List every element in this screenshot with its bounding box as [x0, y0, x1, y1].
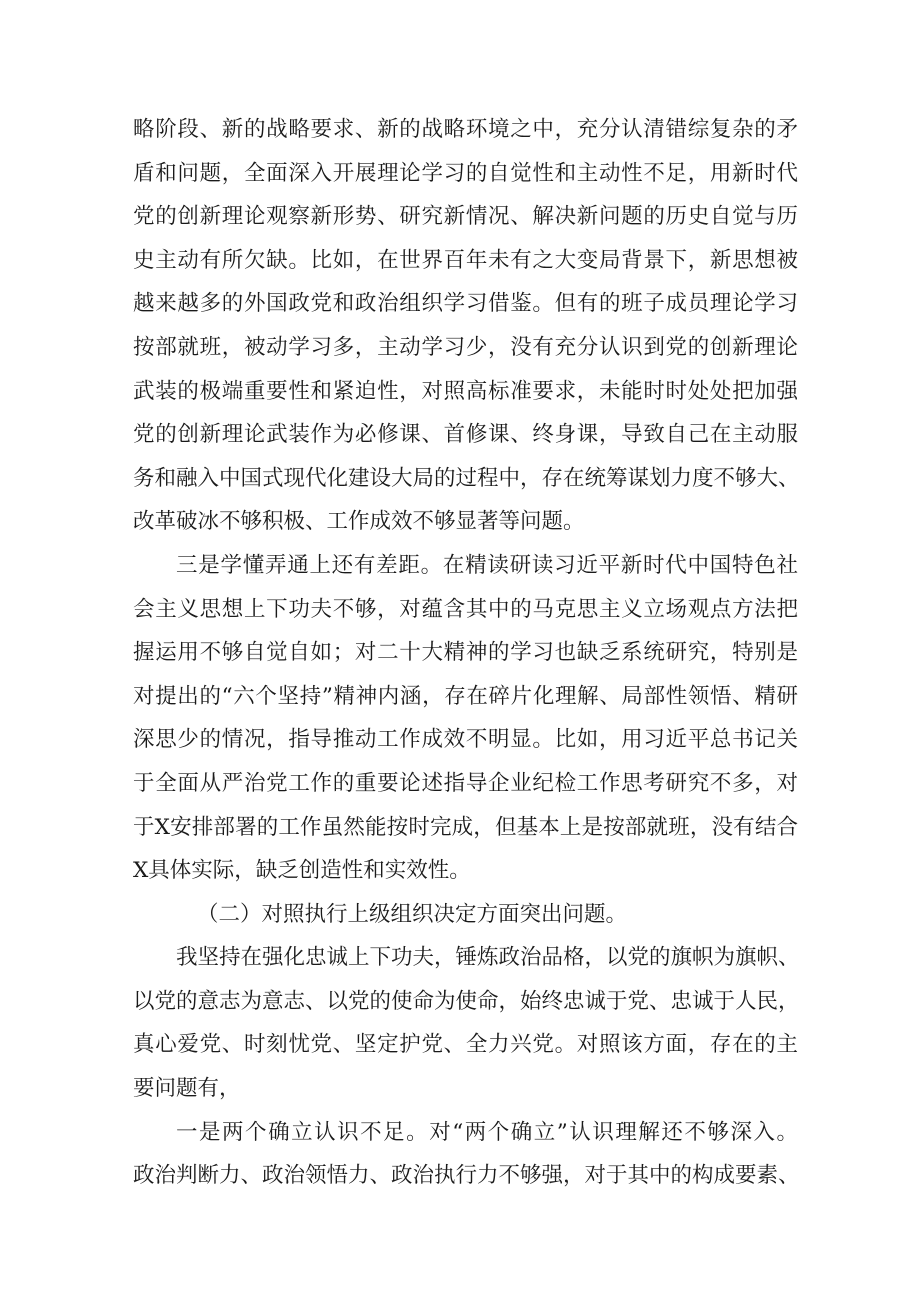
text-line: 武装的极端重要性和紧迫性，对照高标准要求，未能时时处处把加强 — [133, 378, 798, 404]
text-line: 对提出的“六个坚持”精神内涵，存在碎片化理解、局部性领悟、精研 — [133, 683, 798, 709]
text-line: 政治判断力、政治领悟力、政治执行力不够强，对于其中的构成要素、 — [133, 1163, 800, 1189]
text-line: 党的创新理论武装作为必修课、首修课、终身课，导致自己在主动服 — [133, 422, 798, 448]
text-line: 按部就班，被动学习多，主动学习少，没有充分认识到党的创新理论 — [133, 334, 798, 360]
text-line: 越来越多的外国政党和政治组织学习借鉴。但有的班子成员理论学习 — [133, 291, 798, 317]
text-line: 握运用不够自觉自如；对二十大精神的学习也缺乏系统研究，特别是 — [133, 640, 798, 666]
text-line: 史主动有所欠缺。比如，在世界百年未有之大变局背景下，新思想被 — [133, 247, 798, 273]
text-line: 略阶段、新的战略要求、新的战略环境之中，充分认清错综复杂的矛 — [133, 117, 798, 142]
text-line: 改革破冰不够积极、工作成效不够显著等问题。 — [133, 509, 585, 535]
text-line: 于X安排部署的工作虽然能按时完成，但基本上是按部就班，没有结合 — [133, 814, 798, 840]
text-line: 会主义思想上下功夫不够，对蕴含其中的马克思主义立场观点方法把 — [133, 596, 798, 622]
text-line: 真心爱党、时刻忧党、坚定护党、全力兴党。对照该方面，存在的主 — [133, 1032, 798, 1058]
text-line: 以党的意志为意志、以党的使命为使命，始终忠诚于党、忠诚于人民， — [133, 988, 800, 1014]
text-line: 盾和问题，全面深入开展理论学习的自觉性和主动性不足，用新时代 — [133, 160, 798, 186]
text-line: X具体实际，缺乏创造性和实效性。 — [133, 858, 471, 884]
paragraph-start-line: 一是两个确立认识不足。对“两个确立”认识理解还不够深入。 — [176, 1119, 798, 1145]
paragraph-start-line: 我坚持在强化忠诚上下功夫，锤炼政治品格，以党的旗帜为旗帜、 — [176, 945, 800, 971]
text-line: 深思少的情况，指导推动工作成效不明显。比如，用习近平总书记关 — [133, 727, 798, 753]
text-line: 于全面从严治党工作的重要论述指导企业纪检工作思考研究不多，对 — [133, 770, 798, 796]
section-heading: （二）对照执行上级组织决定方面突出问题。 — [197, 901, 628, 927]
text-line: 党的创新理论观察新形势、研究新情况、解决新问题的历史自觉与历 — [133, 204, 798, 230]
paragraph-start-line: 三是学懂弄通上还有差距。在精读研读习近平新时代中国特色社 — [176, 552, 798, 578]
text-line: 务和融入中国式现代化建设大局的过程中，存在统筹谋划力度不够大、 — [133, 465, 800, 491]
text-line: 要问题有， — [133, 1076, 241, 1102]
document-body — [133, 108, 798, 1198]
